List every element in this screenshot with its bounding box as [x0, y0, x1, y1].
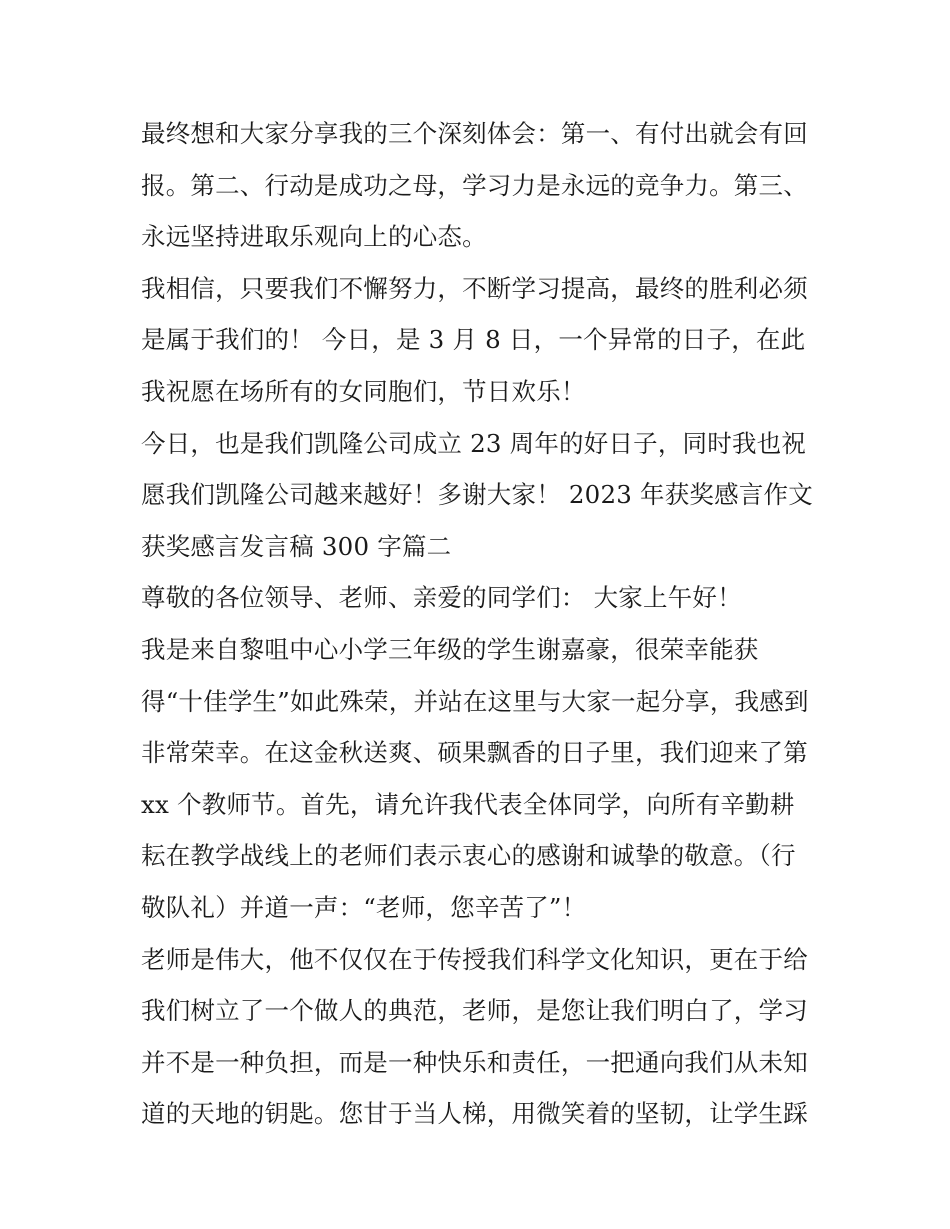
- text-line: 今日，也是我们凯隆公司成立 23 周年的好日子，同时我也祝: [141, 428, 807, 458]
- text-line: 老师是伟大，他不仅仅在于传授我们科学文化知识，更在于给: [141, 944, 808, 974]
- text-line: 得“十佳学生”如此殊荣，并站在这里与大家一起分享，我感到: [141, 686, 809, 716]
- text-line: 是属于我们的！ 今日，是 3 月 8 日，一个异常的日子，在此: [141, 325, 806, 355]
- text-line: 报。第二、行动是成功之母，学习力是永远的竞争力。第三、: [141, 170, 808, 200]
- text-line: 耘在教学战线上的老师们表示衷心的感谢和诚挚的敬意。（行: [141, 841, 796, 871]
- text-line: 非常荣幸。在这金秋送爽、硕果飘香的日子里，我们迎来了第: [141, 738, 808, 768]
- text-line: 尊敬的各位领导、老师、亲爱的同学们： 大家上午好！: [141, 583, 742, 613]
- text-line: 最终想和大家分享我的三个深刻体会：第一、有付出就会有回: [141, 119, 808, 148]
- text-line: 并不是一种负担，而是一种快乐和责任，一把通向我们从未知: [141, 1047, 808, 1077]
- text-line: 我们树立了一个做人的典范，老师，是您让我们明白了，学习: [141, 996, 808, 1026]
- body-text: [141, 108, 821, 1140]
- text-line: 我相信，只要我们不懈努力，不断学习提高，最终的胜利必须: [141, 273, 808, 303]
- text-line: xx 个教师节。首先，请允许我代表全体同学，向所有辛勤耕: [141, 789, 795, 819]
- text-line: 愿我们凯隆公司越来越好！多谢大家！ 2023 年获奖感言作文: [141, 480, 813, 510]
- text-line: 我是来自黎咀中心小学三年级的学生谢嘉豪，很荣幸能获: [141, 634, 759, 664]
- text-line: 敬队礼）并道一声：“老师，您辛苦了”！: [141, 892, 587, 922]
- text-line: 永远坚持进取乐观向上的心态。: [141, 222, 487, 252]
- text-line: 获奖感言发言稿 300 字篇二: [141, 531, 452, 561]
- text-line: 道的天地的钥匙。您甘于当人梯，用微笑着的坚韧，让学生踩: [141, 1099, 808, 1129]
- text-line: 我祝愿在场所有的女同胞们，节日欢乐！: [141, 376, 586, 406]
